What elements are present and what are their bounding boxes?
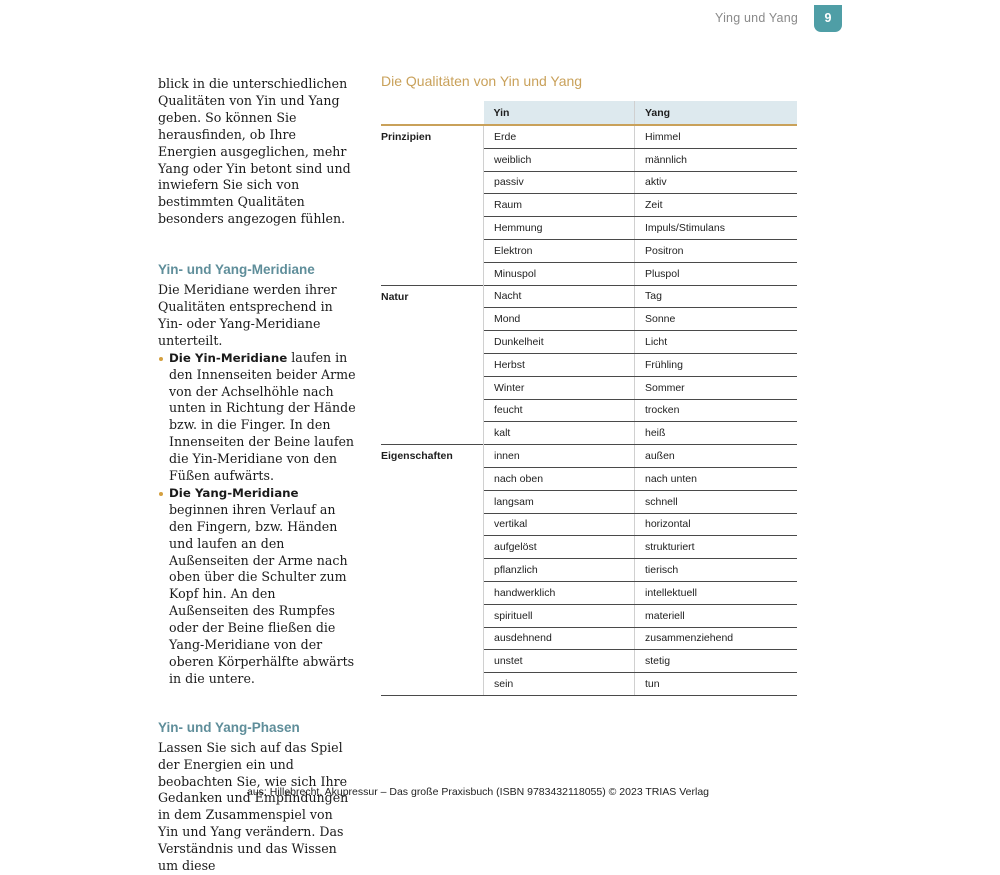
yin-cell: nach oben [484,467,635,490]
yin-cell: vertikal [484,513,635,536]
yang-cell: heiß [635,422,798,445]
table-row [381,445,797,468]
phasen-paragraph: Lassen Sie sich auf das Spiel der Energien ein und beobachten Sie, wie sich Ihre Gedanken und Empfindungen in dem Zusammenspiel von Yin und Yang verändern. Das Verständnis und das Wissen um diese [158,739,349,874]
yang-cell: materiell [635,604,798,627]
yang-cell: Positron [635,239,798,262]
yang-cell: Frühling [635,353,798,376]
yin-cell: sein [484,673,635,696]
yin-cell: handwerklich [484,581,635,604]
yang-cell: Tag [635,285,798,308]
yang-cell: aktiv [635,171,798,194]
yang-cell: nach unten [635,467,798,490]
yin-cell: Minuspol [484,262,635,285]
yin-cell: spirituell [484,604,635,627]
list-item-bold: Die Yang-Meridiane [169,485,299,500]
running-header: Ying und Yang [715,11,798,25]
group-label: Natur [381,285,484,445]
intro-paragraph: blick in die unterschiedlichen Qualitäten von Yin und Yang geben. So können Sie herausfinden, ob Ihre Energien ausgeglichen, mehr Yang oder Yin betont sind und inwiefern Sie sich von bestimmten Qualitäten besonders angezogen fühlen. [158,76,351,227]
list-item-bold: Die Yin-Meridiane [169,350,288,365]
list-item-text: beginnen ihren Verlauf an den Fingern, bzw. Händen und laufen an den Außenseiten der Arme nach oben über die Schulter zum Kopf hin. An den Außenseiten des Rumpfes oder der Beine fließen die Yang-Meridiane von der oberen Körperhälfte abwärts in die untere. [169,501,355,686]
yang-cell: Himmel [635,125,798,148]
list-item [158,485,356,688]
yang-cell: intellektuell [635,581,798,604]
yin-cell: pflanzlich [484,559,635,582]
header-yang: Yang [635,101,798,125]
yin-cell: unstet [484,650,635,673]
yang-cell: Pluspol [635,262,798,285]
yin-cell: Hemmung [484,217,635,240]
yang-cell: tun [635,673,798,696]
yin-cell: Dunkelheit [484,331,635,354]
yin-cell: aufgelöst [484,536,635,559]
list-item [158,350,356,485]
yin-cell: Winter [484,376,635,399]
page-number: 9 [814,5,842,32]
yang-cell: strukturiert [635,536,798,559]
yin-cell: kalt [484,422,635,445]
meridiane-paragraph: Die Meridiane werden ihrer Qualitäten entsprechend in Yin- oder Yang-Meridiane unterteilt. [158,282,337,348]
qualities-table [381,101,797,696]
yang-cell: Zeit [635,194,798,217]
yang-cell: männlich [635,148,798,171]
yin-cell: Nacht [484,285,635,308]
yang-cell: trocken [635,399,798,422]
header-empty [381,101,484,125]
list-item-text: laufen in den Innenseiten beider Arme von der Achselhöhle nach unten in Richtung der Hände bzw. in die Finger. In den Innenseiten der Beine laufen die Yin-Meridiane von den Füßen aufwärts. [169,349,356,484]
meridiane-list [158,350,356,688]
yin-cell: Herbst [484,353,635,376]
yang-cell: schnell [635,490,798,513]
yin-cell: Mond [484,308,635,331]
yin-cell: innen [484,445,635,468]
table-header-row [381,101,797,125]
yin-cell: passiv [484,171,635,194]
yin-cell: Elektron [484,239,635,262]
yin-cell: ausdehnend [484,627,635,650]
yang-cell: Licht [635,331,798,354]
yin-cell: feucht [484,399,635,422]
left-column [158,76,356,875]
yin-cell: weiblich [484,148,635,171]
yang-cell: Impuls/Stimulans [635,217,798,240]
yang-cell: außen [635,445,798,468]
footer-credit: aus: Hillebrecht, Akupressur – Das große Praxisbuch (ISBN 9783432118055) © 2023 TRIAS Verlag [246,786,709,798]
table-row [381,125,797,148]
yang-cell: Sommer [635,376,798,399]
yang-cell: tierisch [635,559,798,582]
yang-cell: stetig [635,650,798,673]
yin-cell: langsam [484,490,635,513]
group-label: Eigenschaften [381,445,484,696]
phasen-heading: Yin- und Yang-Phasen [158,719,300,735]
yang-cell: Sonne [635,308,798,331]
meridiane-heading: Yin- und Yang-Meridiane [158,262,315,278]
yang-cell: horizontal [635,513,798,536]
yang-cell: zusammenziehend [635,627,798,650]
table-row [381,285,797,308]
yin-cell: Erde [484,125,635,148]
yin-cell: Raum [484,194,635,217]
header-yin: Yin [484,101,635,125]
table-body [381,125,797,695]
table-title: Die Qualitäten von Yin und Yang [381,73,583,89]
group-label: Prinzipien [381,125,484,285]
